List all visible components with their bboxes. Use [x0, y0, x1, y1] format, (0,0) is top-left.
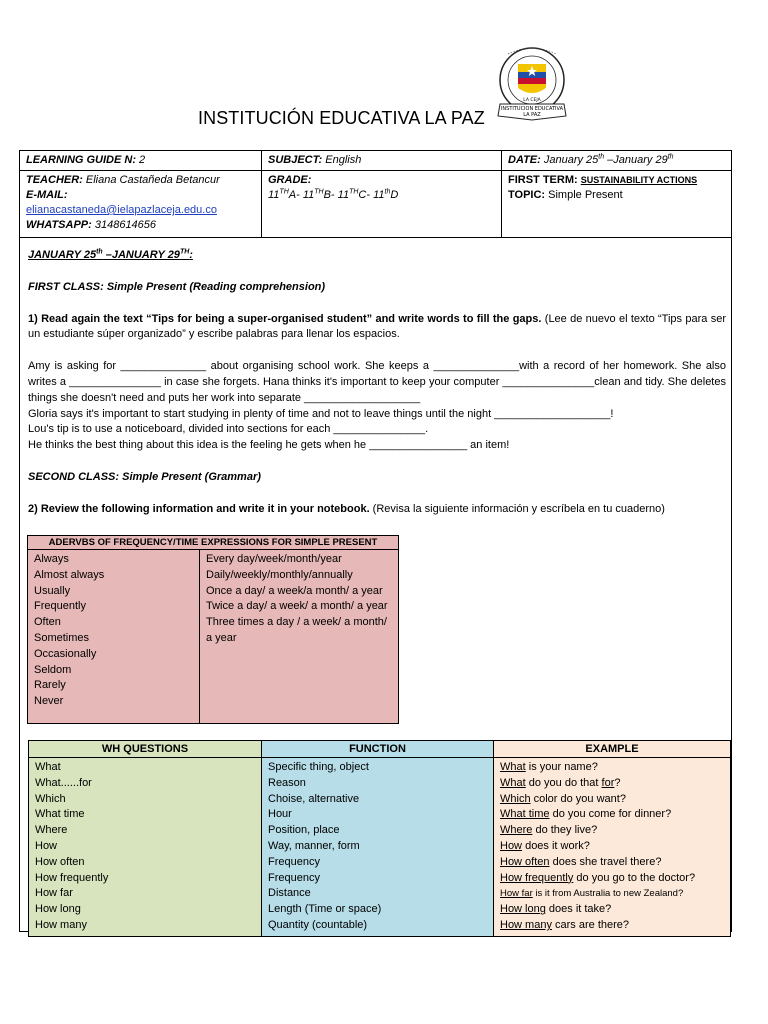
example-item: How many cars are there?: [500, 918, 630, 931]
function-header: FUNCTION: [262, 741, 494, 758]
gap-fill-he: He thinks the best thing about this idea is the feeling he gets when he ________________ an item!: [28, 439, 510, 452]
wh-item: What time: [35, 808, 85, 821]
crest-banner-line1: INSTITUCION EDUCATIVA: [500, 106, 564, 112]
wh-item: How: [35, 839, 58, 852]
example-item: How far is it from Australia to new Zealand?: [500, 888, 684, 900]
first-class-heading: FIRST CLASS: Simple Present (Reading comprehension): [28, 280, 326, 293]
expression-item: Every day/week/month/year: [206, 553, 342, 565]
wh-item: How long: [35, 903, 81, 916]
gap-fill-lou: Lou's tip is to use a noticeboard, divided into sections for each _______________.: [28, 423, 429, 436]
function-item: Reason: [268, 776, 306, 789]
week-heading: JANUARY 25th –JANUARY 29TH:: [28, 248, 193, 261]
wh-questions-column: [29, 758, 262, 937]
function-item: Specific thing, object: [268, 761, 369, 773]
function-item: Hour: [268, 808, 292, 821]
gap-fill-paragraph: Amy is asking for ______________ about organising school work. She keeps a ______________with a record of her homework. She also writes a _______________ in case she forgets. Hana thinks it's important to keep your computer _______________clean and tidy. She deletes things she doesn't need and puts her work into separate ___________________: [28, 360, 726, 404]
crest-banner-line2: LA PAZ: [523, 112, 541, 118]
adverb-item: Usually: [34, 584, 71, 597]
expression-item: Three times a day / a week/ a month/ a year: [206, 616, 387, 644]
crest-city-label: LA CEJA: [523, 98, 541, 103]
grade-values: 11THA- 11THB- 11THC- 11thD: [268, 188, 399, 201]
example-item: How frequently do you go to the doctor?: [500, 871, 696, 884]
term-topic-cell: FIRST TERM: SUSTAINABILITY ACTIONS TOPIC: Simple Present: [502, 171, 732, 238]
subject-cell: SUBJECT: English: [262, 151, 502, 171]
adverb-item: Rarely: [34, 679, 66, 692]
frequency-adverbs-table: [27, 535, 399, 724]
example-item: What time do you come for dinner?: [500, 808, 672, 821]
example-item: Which color do you want?: [500, 792, 626, 805]
example-item: What do you do that for?: [500, 776, 621, 789]
adverb-item: Sometimes: [34, 631, 90, 644]
school-crest-logo: [496, 46, 568, 130]
guide-body: [28, 248, 726, 518]
function-item: Length (Time or space): [268, 903, 382, 916]
time-expressions-column: [200, 550, 399, 724]
wh-questions-table: [28, 740, 731, 937]
example-item: How long does it take?: [500, 903, 612, 916]
activity-1-instruction: 1) Read again the text “Tips for being a super-organised student” and write words to fill the gaps. (Lee de nuevo el texto “Tips para ser un estudiante súper organizado” y escribe palabras para llenar los espacios.: [28, 312, 726, 341]
function-item: Choise, alternative: [268, 792, 360, 805]
example-item: Where do they live?: [500, 824, 598, 837]
gap-fill-gloria: Gloria says it's important to start studying in plenty of time and not to leave things until the night ___________________!: [28, 407, 614, 420]
wh-item: Where: [35, 824, 68, 837]
guide-header-table: [19, 150, 732, 238]
wh-item: What: [35, 761, 61, 773]
adverb-item: Never: [34, 695, 64, 708]
activity-2-instruction: 2) Review the following information and write it in your notebook. (Revisa la siguiente información y escríbela en tu cuaderno): [28, 502, 665, 515]
wh-item: How many: [35, 918, 87, 931]
frequency-table-header: ADERVBS OF FREQUENCY/TIME EXPRESSIONS FOR SIMPLE PRESENT: [28, 536, 399, 550]
learning-guide-cell: LEARNING GUIDE N: 2: [20, 151, 262, 171]
function-column: [262, 758, 494, 937]
function-item: Quantity (countable): [268, 918, 368, 931]
adverb-item: Occasionally: [34, 647, 97, 660]
adverb-item: Seldom: [34, 663, 72, 676]
function-item: Frequency: [268, 871, 320, 884]
wh-item: What......for: [35, 776, 92, 789]
wh-item: How frequently: [35, 871, 109, 884]
teacher-email-link[interactable]: elianacastaneda@ielapazlaceja.edu.co: [26, 204, 217, 216]
adverb-item: Often: [34, 616, 61, 629]
adverb-item: Always: [34, 553, 69, 565]
wh-item: How often: [35, 855, 85, 868]
expression-item: Twice a day/ a week/ a month/ a year: [206, 600, 388, 613]
crest-red-band: [518, 78, 546, 84]
expression-item: Once a day/ a week/a month/ a year: [206, 584, 383, 597]
example-item: How does it work?: [500, 839, 590, 852]
adverb-item: Almost always: [34, 568, 105, 581]
adverbs-column: [28, 550, 200, 724]
wh-item: Which: [35, 792, 66, 805]
expression-item: Daily/weekly/monthly/annually: [206, 568, 353, 581]
wh-item: How far: [35, 887, 73, 900]
adverb-item: Frequently: [34, 600, 86, 613]
wh-questions-header: WH QUESTIONS: [29, 741, 262, 758]
function-item: Frequency: [268, 855, 320, 868]
example-column: [494, 758, 731, 937]
example-item: What is your name?: [500, 761, 598, 773]
example-item: How often does she travel there?: [500, 855, 662, 868]
function-item: Position, place: [268, 824, 340, 837]
grade-cell: GRADE: 11THA- 11THB- 11THC- 11thD: [262, 171, 502, 238]
second-class-heading: SECOND CLASS: Simple Present (Grammar): [28, 470, 261, 483]
institution-title: INSTITUCIÓN EDUCATIVA LA PAZ: [198, 108, 485, 128]
function-item: Way, manner, form: [268, 839, 360, 852]
teacher-cell: TEACHER: Eliana Castañeda Betancur E-MAIL: elianacastaneda@ielapazlaceja.edu.co WHATSAPP: 3148614656: [20, 171, 262, 238]
function-item: Distance: [268, 887, 311, 900]
date-cell: DATE: January 25th –January 29th: [502, 151, 732, 171]
example-header: EXAMPLE: [494, 741, 731, 758]
